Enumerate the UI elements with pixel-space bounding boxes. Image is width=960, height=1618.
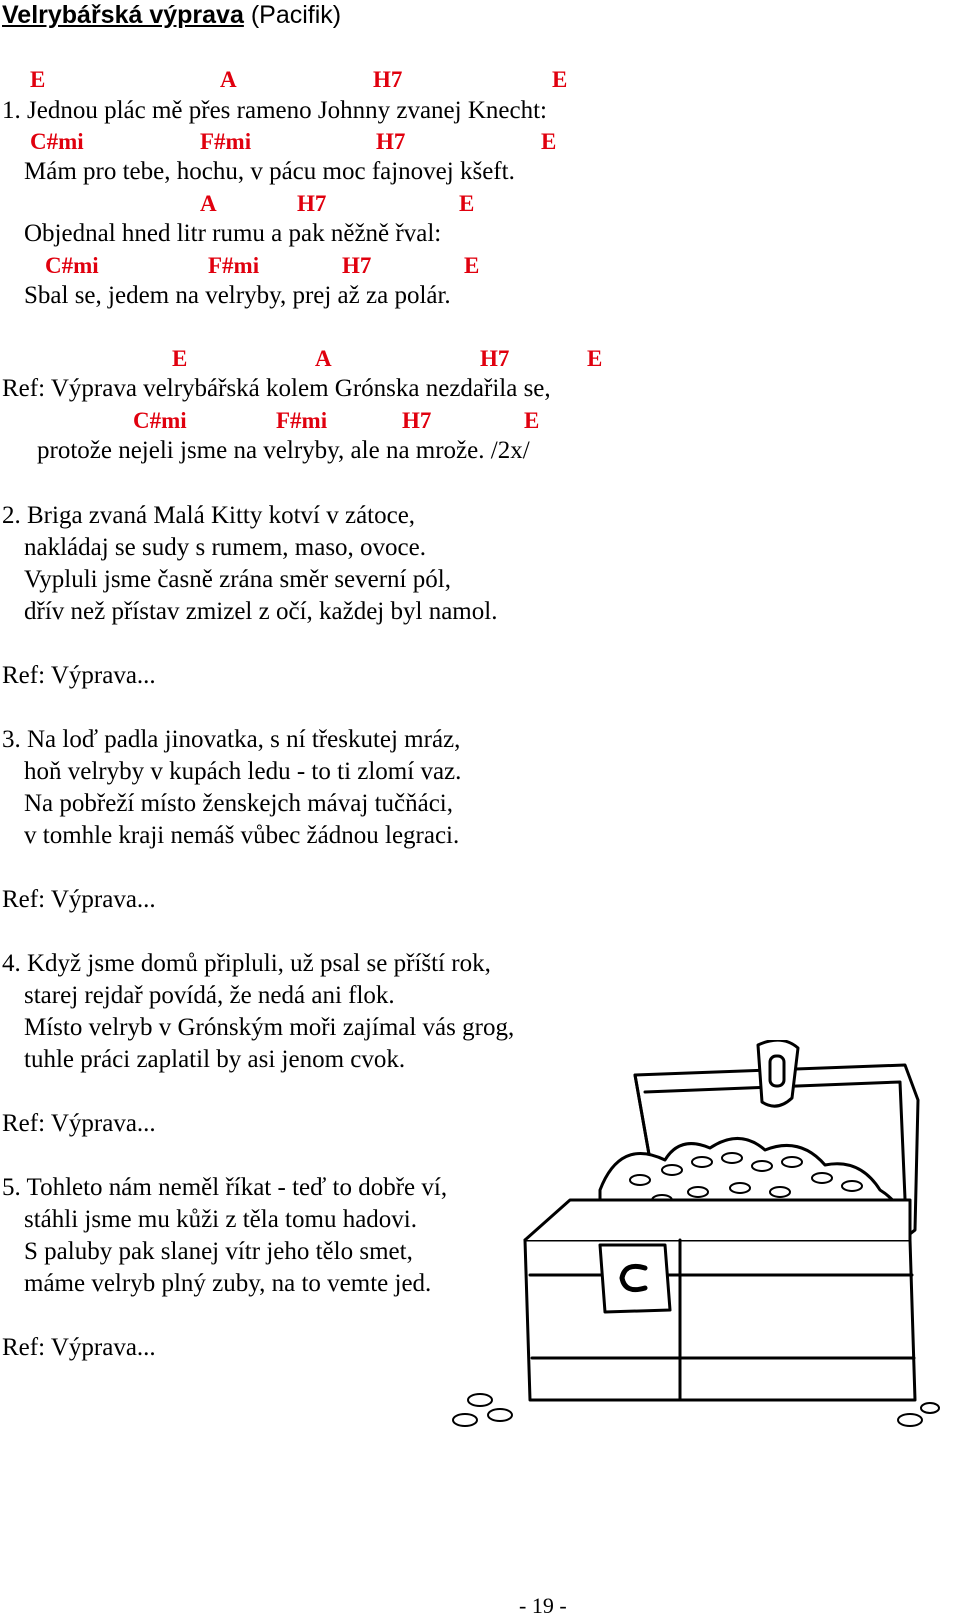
chord: H7 — [373, 67, 403, 92]
lyric-line: Místo velryb v Grónským moři zajímal vás grog, — [24, 1014, 515, 1041]
chord: A — [220, 67, 237, 92]
lyric-line: v tomhle kraji nemáš vůbec žádnou legraci. — [24, 822, 460, 849]
chord: E — [587, 346, 603, 371]
page-number: - 19 - — [519, 1593, 567, 1618]
lyric-line: Na pobřeží místo ženskejch mávaj tučňáci, — [24, 790, 454, 817]
lyric-line: hoň velryby v kupách ledu - to ti zlomí vaz. — [24, 758, 462, 785]
chord: H7 — [297, 191, 327, 216]
ref-repeat: Ref: Výprava... — [2, 662, 156, 689]
chord: F#mi — [200, 129, 252, 154]
chord: E — [541, 129, 557, 154]
chord: A — [200, 191, 217, 216]
lyric-line: starej rejdař povídá, že nedá ani flok. — [24, 982, 395, 1009]
chord: E — [172, 346, 188, 371]
lyric-line: 2. Briga zvaná Malá Kitty kotví v zátoce, — [2, 502, 416, 529]
chord: C#mi — [133, 408, 187, 433]
lyric-line: Mám pro tebe, hochu, v pácu moc fajnovej kšeft. — [24, 158, 515, 185]
lyric-line: dřív než přístav zmizel z očí, každej byl namol. — [24, 598, 498, 625]
ref-repeat: Ref: Výprava... — [2, 1110, 156, 1137]
chord: C#mi — [30, 129, 84, 154]
ref-repeat: Ref: Výprava... — [2, 1334, 156, 1361]
lyric-line: 5. Tohleto nám neměl říkat - teď to dobře ví, — [2, 1174, 448, 1201]
chord: F#mi — [208, 253, 260, 278]
lyric-line: tuhle práci zaplatil by asi jenom cvok. — [24, 1046, 406, 1073]
chord: H7 — [342, 253, 372, 278]
chord: E — [459, 191, 475, 216]
chord: A — [315, 346, 332, 371]
chord: F#mi — [276, 408, 328, 433]
lyric-line: 3. Na loď padla jinovatka, s ní třeskutej mráz, — [2, 726, 461, 753]
song-title — [2, 0, 341, 30]
chord: H7 — [480, 346, 510, 371]
lyric-line: 1. Jednou plác mě přes rameno Johnny zvanej Knecht: — [2, 97, 547, 124]
treasure-chest-icon — [440, 1040, 940, 1440]
chord: H7 — [376, 129, 406, 154]
lyric-line: máme velryb plný zuby, na to vemte jed. — [24, 1270, 432, 1297]
lyric-line: S paluby pak slanej vítr jeho tělo smet, — [24, 1238, 413, 1265]
chord: E — [30, 67, 46, 92]
chord: E — [464, 253, 480, 278]
song-title-main: Velrybářská výprava — [2, 1, 244, 29]
chord: H7 — [402, 408, 432, 433]
chord: E — [552, 67, 568, 92]
lyric-line: Vypluli jsme časně zrána směr severní pól, — [24, 566, 451, 593]
chord: C#mi — [45, 253, 99, 278]
lyric-line: Ref: Výprava velrybářská kolem Grónska nezdařila se, — [2, 375, 551, 402]
ref-repeat: Ref: Výprava... — [2, 886, 156, 913]
lyric-line: Objednal hned litr rumu a pak něžně řval: — [24, 220, 442, 247]
song-title-sub: (Pacifik) — [250, 1, 342, 29]
lyric-line: protože nejeli jsme na velryby, ale na mrože. /2x/ — [37, 437, 530, 464]
lyric-line: stáhli jsme mu kůži z těla tomu hadovi. — [24, 1206, 417, 1233]
lyric-line: Sbal se, jedem na velryby, prej až za polár. — [24, 282, 451, 309]
lyric-line: nakládaj se sudy s rumem, maso, ovoce. — [24, 534, 426, 561]
chord: E — [524, 408, 540, 433]
lyric-line: 4. Když jsme domů připluli, už psal se příští rok, — [2, 950, 491, 977]
